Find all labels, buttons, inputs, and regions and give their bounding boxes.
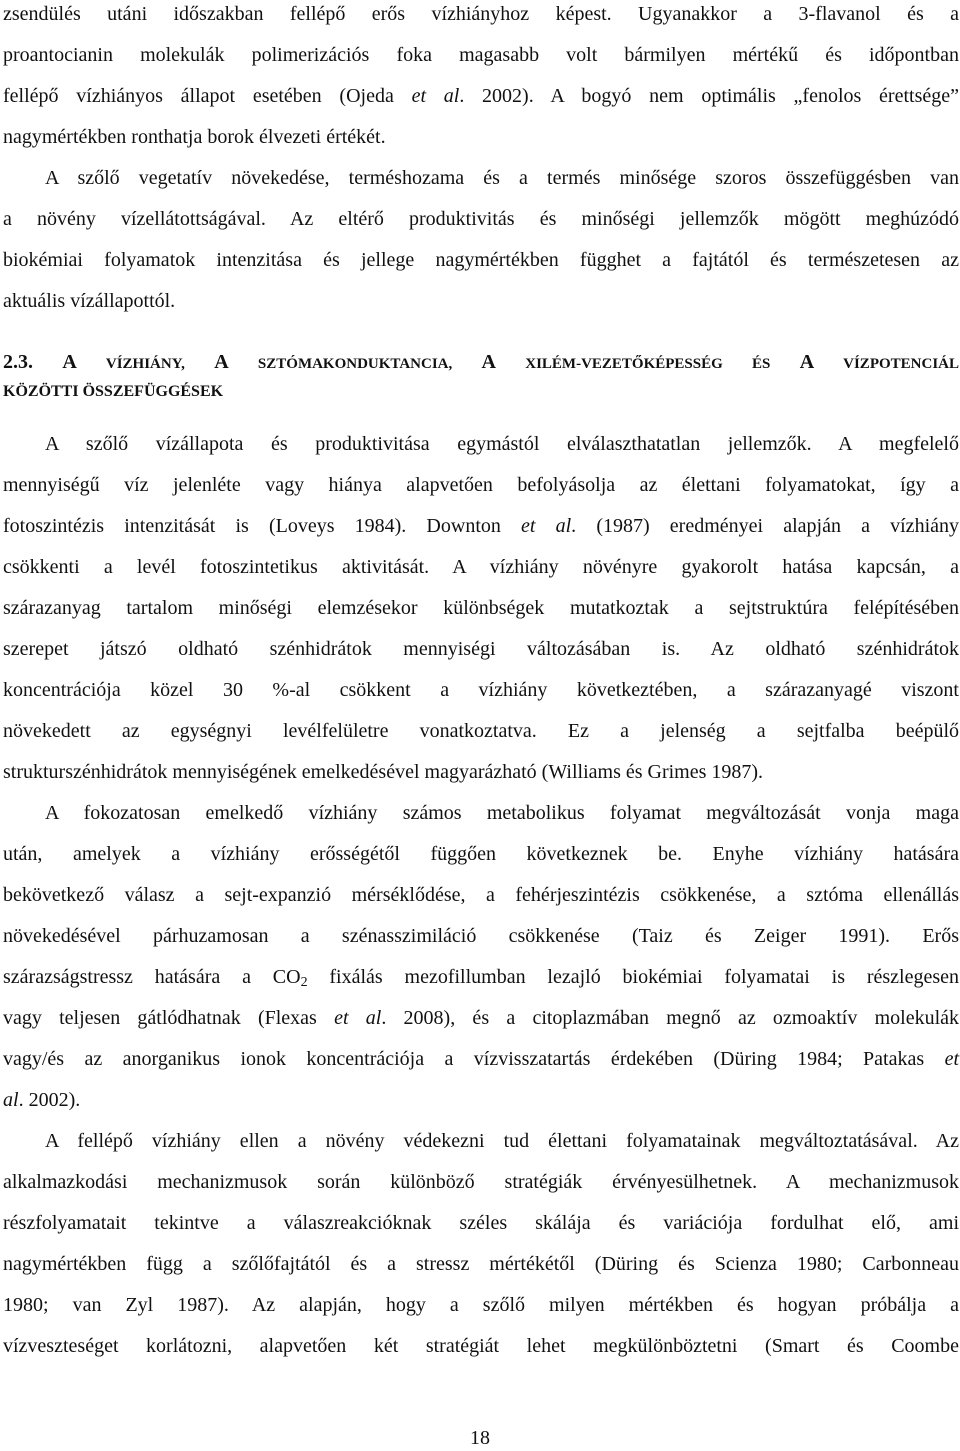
text-line: növekedett az egységnyi levélfelületre vonatkoztatva. Ez a jelenség a sejtfalba beépülő	[3, 720, 959, 742]
section-gap	[3, 404, 959, 424]
text-line: A szőlő vegetatív növekedése, terméshozama és a termés minősége szoros összefüggésben van	[45, 167, 959, 189]
document-page	[3, 0, 959, 1367]
paragraph-metabolikus-folyamat	[3, 793, 959, 1121]
text-line: a növény vízellátottságával. Az eltérő produktivitás és minőségi jellemzők mögött meghúzódó	[3, 208, 959, 230]
text-line	[3, 506, 959, 547]
text-run: . 2002). A bogyó nem optimális „fenolos érettsége”	[459, 85, 959, 107]
heading-cap: A	[214, 351, 229, 373]
text-line: koncentrációja közel 30 %-al csökkent a vízhiány következtében, a szárazanyagé viszont	[3, 679, 959, 701]
text-run: . (1987) eredményei alapján a vízhiány	[571, 515, 959, 537]
text-line: mennyiségű víz jelenléte vagy hiánya alapvetően befolyásolja az élettani folyamatokat, így a	[3, 474, 959, 496]
heading-word: KÖZÖTTI ÖSSZEFÜGGÉSEK	[3, 383, 224, 400]
page-number: 18	[470, 1427, 490, 1449]
text-line: után, amelyek a vízhiány erősségétől függően következnek be. Enyhe vízhiány hatására	[3, 843, 959, 865]
text-line: A fokozatosan emelkedő vízhiány számos metabolikus folyamat megváltozását vonja maga	[45, 802, 959, 824]
paragraph-vedekezes	[3, 1121, 959, 1367]
heading-cap: A	[799, 351, 815, 373]
text-line: A szőlő vízállapota és produktivitása egymástól elválaszthatatlan jellemzők. A megfelelő	[45, 433, 959, 455]
text-run: vagy teljesen gátlódhatnak (Flexas	[3, 1007, 335, 1029]
text-line: nagymértékben ronthatja borok élvezeti értékét.	[3, 126, 386, 148]
subscript: 2	[300, 975, 308, 990]
text-line: A fellépő vízhiány ellen a növény védekezni tud élettani folyamatainak megváltoztatásával. Az	[45, 1130, 959, 1152]
text-line	[3, 76, 959, 117]
text-line: strukturszénhidrátok mennyiségének emelkedésével magyarázható (Williams és Grimes 1987).	[3, 761, 764, 783]
text-line: szerepet játszó oldható szénhidrátok mennyiségi változásában is. Az oldható szénhidrátok	[3, 638, 959, 660]
text-line: szárazanyag tartalom minőségi elemzésekor különbségek mutatkoztak a sejtstruktúra felépítésében	[3, 597, 959, 619]
heading-word: SZTÓMAKONDUKTANCIA,	[228, 356, 482, 372]
text-line: növekedésével párhuzamosan a szénasszimiláció csökkenése (Taiz és Zeiger 1991). Erős	[3, 925, 959, 947]
text-line: vízveszteséget korlátozni, alapvetően két stratégiát lehet megkülönböztetni (Smart és Coombe	[3, 1335, 959, 1357]
text-run: szárazságstressz hatására a CO	[3, 966, 301, 988]
text-line	[3, 998, 959, 1039]
text-line: bekövetkező válasz a sejt-expanzió mérséklődése, a fehérjeszintézis csökkenése, a sztóma ellenállás	[3, 884, 959, 906]
text-line: biokémiai folyamatok intenzitása és jellege nagymértékben függhet a fajtától és természetesen az	[3, 249, 959, 271]
section-gap	[3, 322, 959, 348]
citation-et: et	[944, 1048, 959, 1070]
text-line: zsendülés utáni időszakban fellépő erős vízhiányhoz képest. Ugyanakkor a 3-flavanol és a	[3, 3, 959, 25]
paragraph-vegetativ-novekedes	[3, 158, 959, 322]
text-line	[3, 1080, 959, 1121]
paragraph-fenolos-erettseg	[3, 0, 959, 158]
text-run: . 2008), és a citoplazmában megnő az ozmoaktív molekulák	[381, 1007, 960, 1029]
section-number: 2.3.	[3, 351, 63, 373]
heading-cap: A	[62, 351, 77, 373]
text-line: proantocianin molekulák polimerizációs foka magasabb volt bármilyen mértékű és időpontban	[3, 44, 959, 66]
text-run: fotoszintézis intenzitását is (Loveys 1984). Downton	[3, 515, 522, 537]
text-line: csökkenti a levél fotoszintetikus aktivitását. A vízhiány növényre gyakorolt hatása kapcsán, a	[3, 556, 959, 578]
text-run: fellépő vízhiányos állapot esetében (Ojeda	[3, 85, 412, 107]
text-line: részfolyamatait tekintve a válaszreakcióknak széles skálája és variációja fordulhat elő, ami	[3, 1212, 959, 1234]
heading-cap: A	[481, 351, 496, 373]
heading-word: XILÉM-VEZETŐKÉPESSÉG ÉS	[495, 356, 800, 372]
text-line: alkalmazkodási mechanizmusok során különböző stratégiák érvényesülhetnek. A mechanizmusok	[3, 1171, 959, 1193]
heading-word: VÍZPOTENCIÁL	[814, 356, 959, 372]
citation-et-al: et al	[334, 1007, 382, 1029]
citation-et-al: et al	[411, 85, 460, 107]
text-line	[3, 957, 959, 998]
paragraph-vizallapot	[3, 424, 959, 793]
heading-line	[3, 376, 959, 404]
text-run: vagy/és az anorganikus ionok koncentrációja a vízvisszatartás érdekében (Düring 1984; Patakas	[3, 1048, 945, 1070]
text-line	[3, 1039, 959, 1080]
heading-word: VÍZHIÁNY,	[76, 356, 215, 372]
text-run: fixálás mezofillumban lezajló biokémiai folyamatai is részlegesen	[307, 966, 959, 988]
citation-al: al	[3, 1089, 19, 1111]
text-line: aktuális vízállapottól.	[3, 290, 176, 312]
citation-et-al: et al	[521, 515, 572, 537]
text-line: nagymértékben függ a szőlőfajtától és a stressz mértékétől (Düring és Scienza 1980; Carbonneau	[3, 1253, 959, 1275]
section-heading	[3, 348, 959, 404]
text-line: 1980; van Zyl 1987). Az alapján, hogy a szőlő milyen mértékben és hogyan próbálja a	[3, 1294, 959, 1316]
heading-line	[3, 348, 959, 376]
text-run: . 2002).	[18, 1089, 81, 1111]
